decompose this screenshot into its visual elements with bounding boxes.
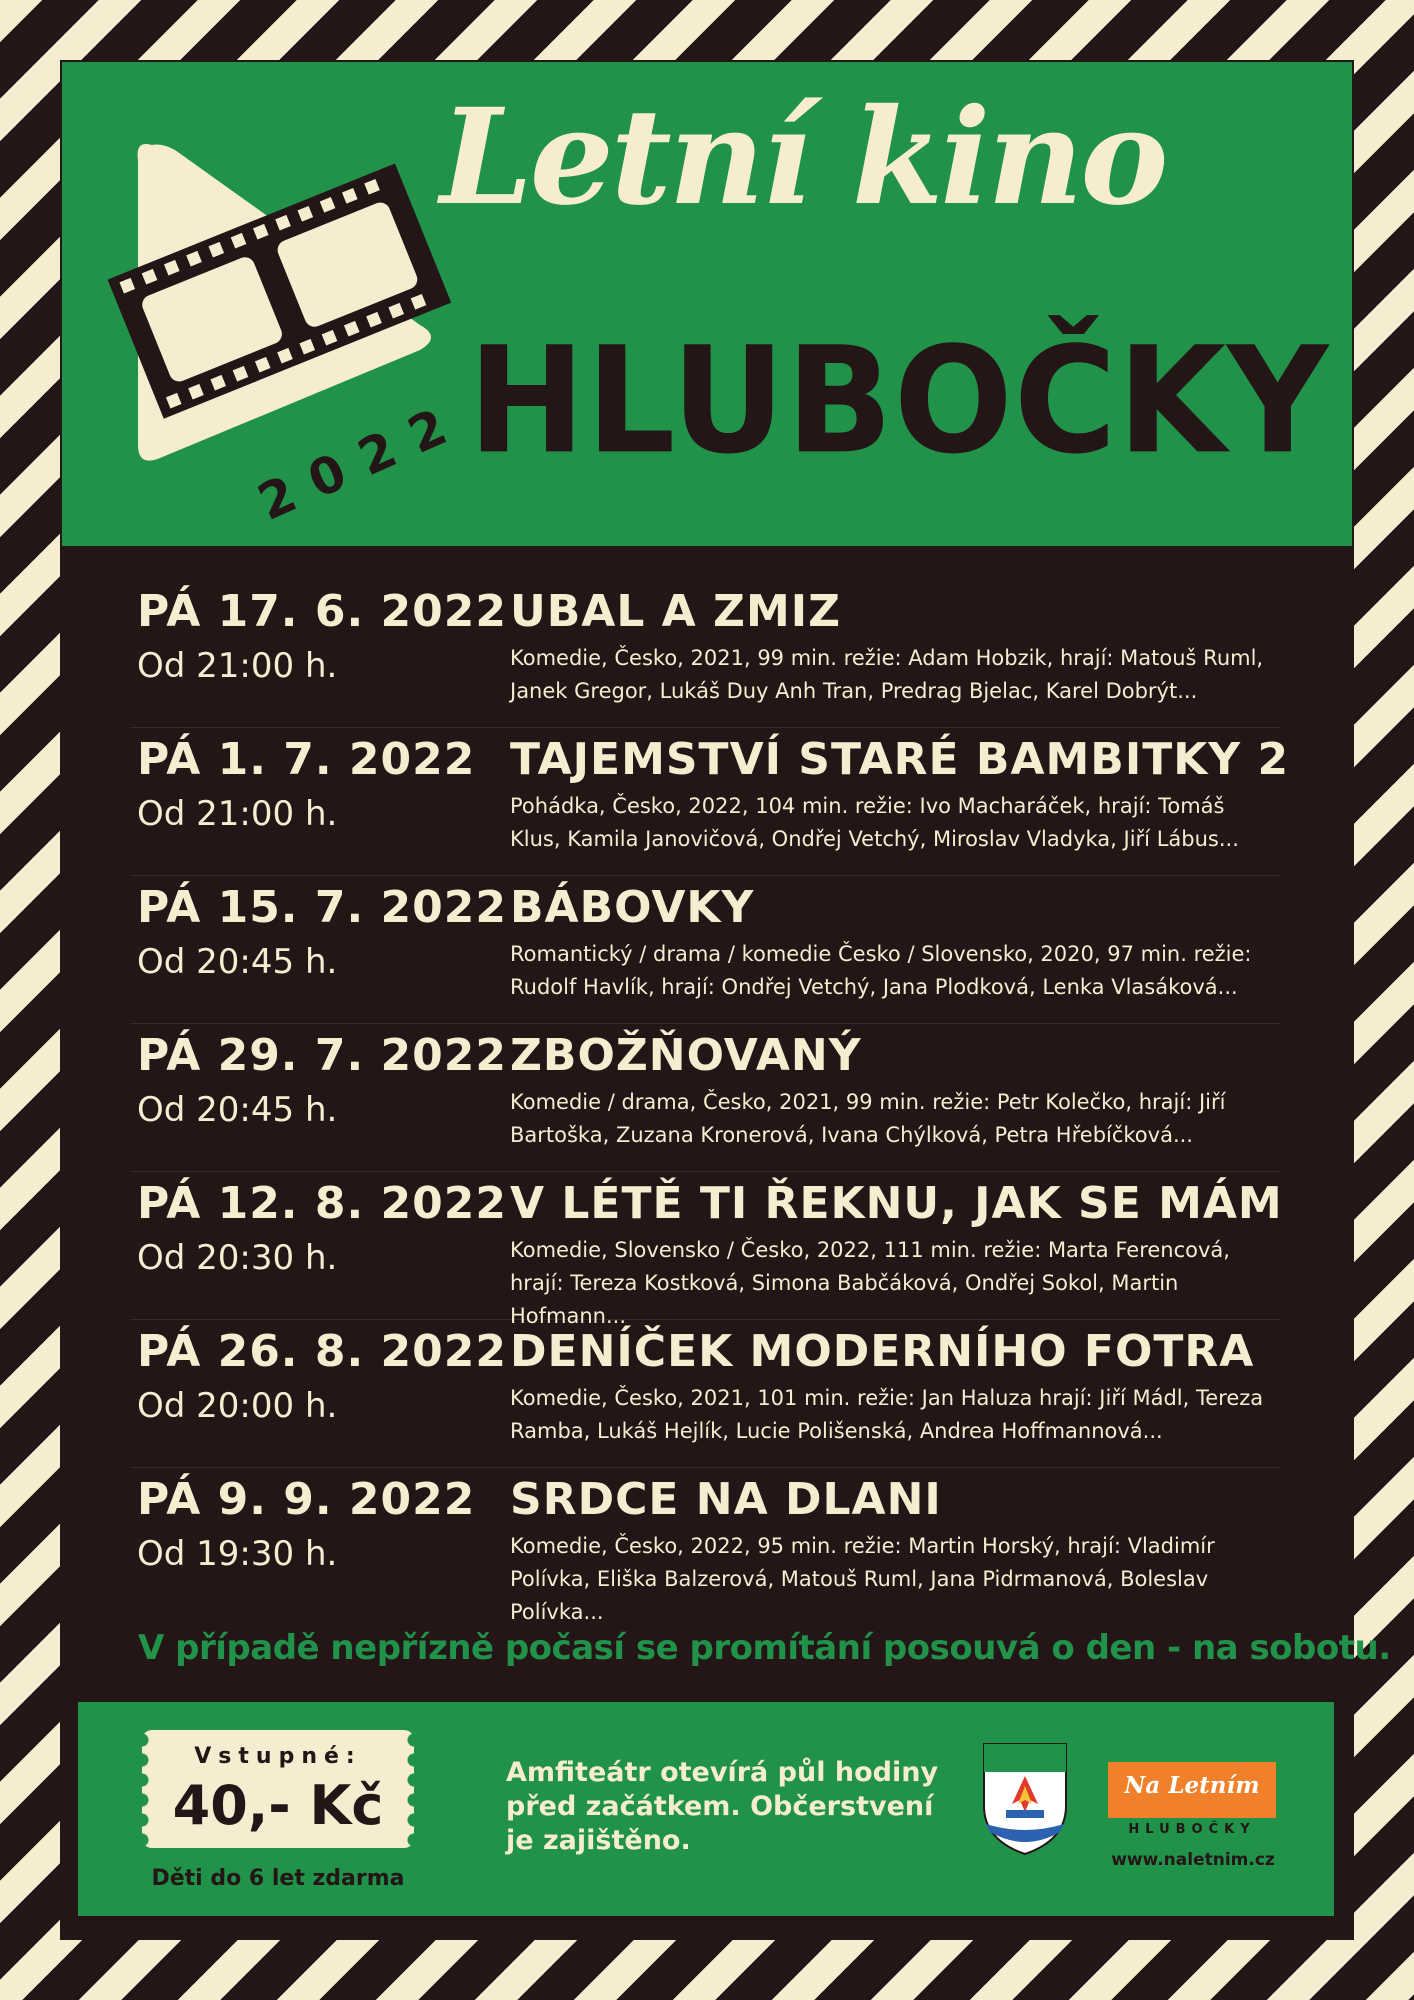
admission-ticket (142, 1730, 414, 1848)
film-row (130, 876, 1280, 1024)
film-description: Komedie / drama, Česko, 2021, 99 min. režie: Petr Kolečko, hrají: Jiří Bartoška, Zuzana Kronerová, Ivana Chýlková, Petra Hřebíčková... (510, 1090, 1226, 1147)
title-script: Letní kino (440, 80, 1166, 235)
film-time: Od 20:30 h. (137, 1238, 338, 1278)
film-time: Od 20:00 h. (137, 1386, 338, 1426)
film-row (130, 1172, 1283, 1328)
badge-town: HLUBOČKY (1128, 1822, 1256, 1837)
film-description: Komedie, Slovensko / Česko, 2022, 111 min. režie: Marta Ferencová, hrají: Tereza Kostková, Simona Babčáková, Ondřej Sokol, Martin Hofmann... (510, 1238, 1230, 1328)
film-date: PÁ 26. 8. 2022 (137, 1326, 507, 1377)
film-row (130, 1468, 1280, 1624)
film-date: PÁ 1. 7. 2022 (137, 734, 476, 785)
na-letnim-badge (1108, 1752, 1276, 1840)
film-description: Komedie, Česko, 2022, 95 min. režie: Martin Horský, hrají: Vladimír Polívka, Eliška Balzerová, Matouš Ruml, Jana Pidrmanová, Boleslav Polívka... (510, 1534, 1215, 1624)
film-row (130, 580, 1280, 728)
film-date: PÁ 29. 7. 2022 (137, 1030, 507, 1081)
ticket-price: 40,- Kč (172, 1774, 384, 1837)
play-filmstrip-logo-icon (130, 115, 474, 532)
film-date: PÁ 17. 6. 2022 (137, 586, 507, 637)
film-description: Komedie, Česko, 2021, 99 min. režie: Adam Hobzik, hrají: Matouš Ruml, Janek Gregor, Lukáš Duy Anh Tran, Predrag Bjelac, Karel Dobrýt... (510, 646, 1264, 703)
title-town: HLUBOČKY (468, 315, 1330, 488)
film-date: PÁ 15. 7. 2022 (137, 882, 507, 933)
film-title: BÁBOVKY (510, 882, 755, 933)
film-title: V LÉTĚ TI ŘEKNU, JAK SE MÁM (510, 1178, 1283, 1229)
badge-text: Na Letním (1124, 1772, 1260, 1799)
film-title: TAJEMSTVÍ STARÉ BAMBITKY 2 (510, 734, 1290, 785)
film-title: UBAL A ZMIZ (510, 586, 842, 637)
film-time: Od 20:45 h. (137, 1090, 338, 1130)
film-description: Komedie, Česko, 2021, 101 min. režie: Jan Haluza hrají: Jiří Mádl, Tereza Ramba, Lukáš Hejlík, Lucie Polišenská, Andrea Hoffmannová... (510, 1386, 1264, 1443)
film-time: Od 21:00 h. (137, 646, 338, 686)
film-date: PÁ 12. 8. 2022 (137, 1178, 507, 1229)
logo-year: 2022 (249, 389, 474, 532)
film-date: PÁ 9. 9. 2022 (137, 1474, 476, 1525)
film-row (130, 1024, 1280, 1172)
weather-notice: V případě nepřízně počasí se promítání posouvá o den - na sobotu. (138, 1628, 1391, 1668)
venue-info: Amfiteátr otevírá půl hodiny před začátkem. Občerstvení je zajištěno. (506, 1757, 939, 1856)
film-time: Od 21:00 h. (137, 794, 338, 834)
film-title: DENÍČEK MODERNÍHO FOTRA (510, 1326, 1255, 1377)
municipal-crest-icon (980, 1740, 1070, 1858)
film-title: SRDCE NA DLANI (510, 1474, 942, 1525)
film-time: Od 20:45 h. (137, 942, 338, 982)
film-row (130, 728, 1290, 876)
website-link[interactable]: www.naletnim.cz (1111, 1850, 1275, 1870)
film-title: ZBOŽŇOVANÝ (510, 1030, 862, 1081)
film-list (130, 580, 1290, 1624)
film-description: Pohádka, Česko, 2022, 104 min. režie: Ivo Macharáček, hrají: Tomáš Klus, Kamila Janovičová, Ondřej Vetchý, Miroslav Vladyka, Jiří Lábus... (510, 794, 1239, 851)
film-row (130, 1320, 1280, 1468)
film-description: Romantický / drama / komedie Česko / Slovensko, 2020, 97 min. režie: Rudolf Havlík, hrají: Ondřej Vetchý, Jana Plodková, Lenka Vlasáková... (510, 942, 1252, 999)
kids-free-note: Děti do 6 let zdarma (151, 1866, 405, 1891)
ticket-label: Vstupné: (194, 1744, 362, 1769)
film-time: Od 19:30 h. (137, 1534, 338, 1574)
